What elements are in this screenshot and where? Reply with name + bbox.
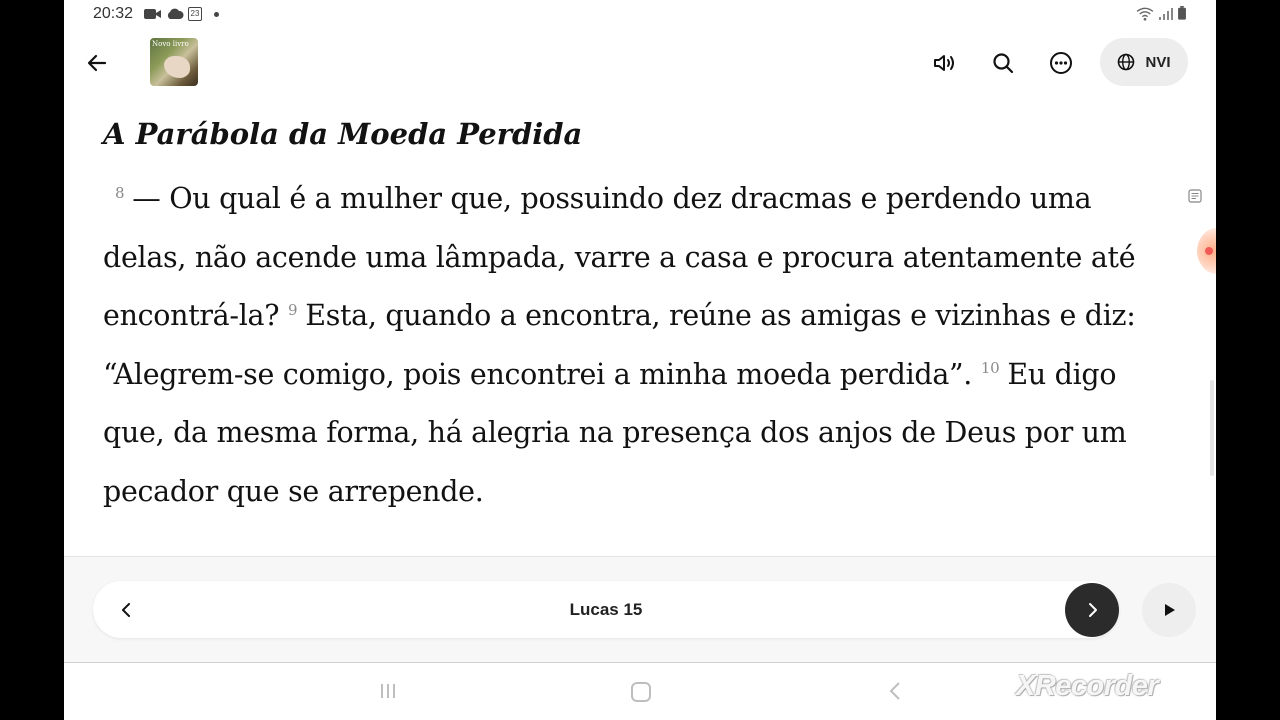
- highlight-indicator[interactable]: [1197, 228, 1216, 274]
- next-chapter-button[interactable]: [1065, 583, 1119, 637]
- status-time: 20:32: [93, 5, 134, 22]
- wifi-icon: [1135, 7, 1155, 21]
- more-options-button[interactable]: [1042, 44, 1080, 82]
- signal-icon: [1158, 7, 1174, 21]
- passage: [103, 170, 1183, 522]
- globe-icon: [1117, 53, 1135, 71]
- speaker-icon: [932, 51, 958, 75]
- section-title: A Parábola da Moeda Perdida: [103, 117, 583, 151]
- verse-text: — Ou qual é a mulher que, possuindo dez dracmas e perdendo uma delas, não acende uma lâmpada, varre a casa e procura atentamente até encontrá-la?: [103, 182, 1136, 333]
- note-icon[interactable]: [1188, 189, 1202, 203]
- version-selector-button[interactable]: [1100, 38, 1188, 86]
- chapter-navigation: [93, 581, 1119, 638]
- chapter-selector[interactable]: Lucas 15: [569, 600, 643, 619]
- verse-number: 9: [287, 300, 298, 319]
- verse-number: 8: [115, 183, 125, 202]
- play-audio-button[interactable]: [1142, 583, 1196, 637]
- plan-thumbnail[interactable]: [150, 38, 198, 86]
- more-horizontal-icon: [1049, 51, 1073, 75]
- verse-number: 10: [980, 359, 1000, 378]
- recents-icon[interactable]: [378, 681, 398, 701]
- system-back-icon[interactable]: [886, 681, 904, 701]
- back-button[interactable]: [78, 44, 116, 82]
- video-icon: [144, 7, 162, 21]
- play-icon: [1160, 601, 1178, 619]
- verse-text: Esta, quando a encontra, reúne as amigas e vizinhas e diz: “Alegrem-se comigo, pois encontrei a minha moeda perdida”.: [103, 299, 1136, 391]
- recorder-watermark: XRecorder: [1016, 670, 1159, 702]
- cloud-icon: [166, 7, 184, 21]
- bible-reader-screen: [64, 0, 1216, 720]
- chevron-right-icon: [1083, 601, 1101, 619]
- status-bar: [64, 0, 1216, 28]
- version-label: NVI: [1145, 53, 1171, 71]
- arrow-left-icon: [85, 51, 109, 75]
- dot-icon: [214, 12, 219, 17]
- home-icon[interactable]: [630, 681, 652, 703]
- calendar-icon: 23: [188, 7, 202, 21]
- search-button[interactable]: [984, 44, 1022, 82]
- chevron-left-icon: [118, 601, 136, 619]
- search-icon: [991, 51, 1015, 75]
- thumbnail-caption: Novo livro: [152, 40, 189, 48]
- reader-header: [64, 30, 1216, 96]
- chapter-text: [103, 110, 1183, 522]
- previous-chapter-button[interactable]: [107, 590, 147, 630]
- verse-text: Eu digo que, da mesma forma, há alegria na presença dos anjos de Deus por um pecador que se arrepende.: [103, 357, 1127, 508]
- audio-button[interactable]: [926, 44, 964, 82]
- battery-icon: [1177, 6, 1187, 20]
- scrollbar-thumb[interactable]: [1210, 380, 1214, 476]
- bottom-nav-area: [64, 557, 1216, 662]
